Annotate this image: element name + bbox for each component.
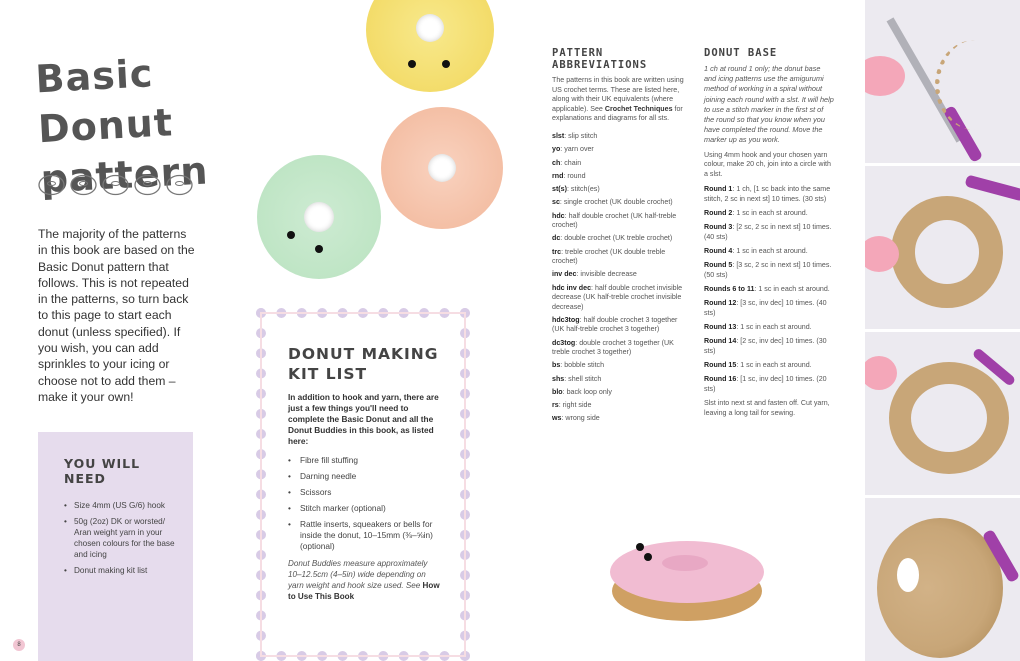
list-item: • Donut making kit list [64, 565, 179, 576]
round-item: Round 13: 1 sc in each st around. [704, 323, 812, 332]
step-photo-strip [865, 0, 1020, 661]
list-item: • Rattle inserts, squeakers or bells for inside the donut, 10–15mm (⅜–⅝in) (optional) [288, 519, 440, 552]
list-item: • Scissors [288, 487, 440, 498]
abbreviation-item: yo: yarn over [552, 145, 594, 154]
round-item: Rounds 6 to 11: 1 sc in each st around. [704, 285, 830, 294]
round-item: Round 1: 1 ch, [1 sc back into the same stitch, 2 sc in next st] 10 times. (30 sts) [704, 185, 831, 203]
abbreviation-item: sc: single crochet (UK double crochet) [552, 198, 673, 207]
you-will-need-box [38, 432, 193, 661]
how-to-use-link[interactable]: How to Use This Book [288, 581, 440, 601]
list-item: • Darning needle [288, 471, 440, 482]
step-photo-round [865, 166, 1020, 329]
donut-outline-icon [102, 174, 129, 196]
kit-list [288, 455, 440, 552]
round-item: Round 4: 1 sc in each st around. [704, 247, 808, 256]
donut-outline-icon [134, 174, 161, 196]
donut-base-outro: Slst into next st and fasten off. Cut yarn, leaving a long tail for sewing. [704, 399, 830, 417]
abbreviation-item: inv dec: invisible decrease [552, 270, 637, 279]
round-item: Round 16: [1 sc, inv dec] 10 times. (20 sts) [704, 375, 827, 393]
abbreviation-item: ws: wrong side [552, 414, 600, 423]
abbreviation-item: ch: chain [552, 158, 582, 167]
list-item: • Stitch marker (optional) [288, 503, 440, 514]
list-item: • Size 4mm (US G/6) hook [64, 500, 179, 511]
donut-base-title: DONUT BASE [704, 47, 778, 59]
list-item: • Fibre fill stuffing [288, 455, 440, 466]
donut-base-intro: Using 4mm hook and your chosen yarn colour, make 20 ch, join into a circle with a slst. [704, 150, 831, 178]
abbreviations-list [552, 132, 684, 424]
pink-iced-donut-photo [606, 535, 766, 625]
donut-outline-icon [166, 174, 193, 196]
round-item: Round 3: [2 sc, 2 sc in next st] 10 times. (40 sts) [704, 223, 832, 241]
kit-list-intro: In addition to hook and yarn, there are just a few things you'll need to complete the Basic Donut and all the Donut Buddies in this book, as listed here: [288, 392, 439, 446]
abbreviation-item: hdc: half double crochet (UK half-treble crochet) [552, 211, 677, 230]
abbreviation-item: dc3tog: double crochet 3 together (UK treble crochet 3 together) [552, 338, 674, 356]
peach-donut-photo [381, 107, 503, 229]
rounds-list [704, 185, 834, 394]
abbreviation-item: hdc3tog: half double crochet 3 together (UK half-treble crochet 3 together) [552, 315, 678, 334]
crochet-techniques-link[interactable]: Crochet Techniques [604, 104, 673, 113]
abbreviations-title: PATTERN ABBREVIATIONS [552, 47, 648, 71]
round-item: Round 14: [2 sc, inv dec] 10 times. (30 sts) [704, 337, 827, 355]
donut-base-note: 1 ch at round 1 only; the donut base and icing patterns use the amigurumi method of working in a spiral without joining each round with a slst. It will help to use a stitch marker in the first st of the round so that you know when you have completed the round. Move the marker up as you work. [704, 64, 834, 145]
step-photo-tube [865, 332, 1020, 495]
round-item: Round 5: [3 sc, 2 sc in next st] 10 times. (50 sts) [704, 261, 832, 279]
kit-list-title: DONUT MAKING KIT LIST [288, 345, 439, 383]
step-photo-closing [865, 498, 1020, 661]
kit-list-note: Donut Buddies measure approximately 10–12.5cm (4–5in) wide depending on yarn weight and hook size used. See How to Use This Book [288, 559, 440, 601]
round-item: Round 15: 1 sc in each st around. [704, 361, 812, 370]
abbreviation-item: trc: treble crochet (UK double treble crochet) [552, 247, 666, 266]
round-item: Round 2: 1 sc in each st around. [704, 209, 808, 218]
donut-outline-icon [38, 174, 65, 196]
abbreviation-item: blo: back loop only [552, 387, 612, 396]
abbreviations-section [552, 47, 684, 428]
abbreviation-item: rnd: round [552, 171, 586, 180]
list-item: • 50g (2oz) DK or worsted/ Aran weight yarn in your chosen colours for the base and icing [64, 516, 179, 560]
kit-list-box [256, 308, 470, 661]
donut-rating-icons [38, 174, 193, 196]
step-photo-chain [865, 0, 1020, 163]
abbreviation-item: hdc inv dec: half double crochet invisible decrease (UK half-treble crochet invisible decrease) [552, 283, 683, 311]
intro-paragraph: The majority of the patterns in this book are based on the Basic Donut pattern that follows. This is not repeated in the patterns, so turn back to this page to start each donut (unless specified). If you wish, you can add sprinkles to your icing or choose not to add them – make it your own! [38, 227, 195, 404]
abbreviation-item: rs: right side [552, 401, 592, 410]
page-number: 8 [13, 639, 25, 651]
mint-donut-photo [257, 155, 381, 279]
abbreviation-item: bs: bobble stitch [552, 361, 605, 370]
abbreviation-item: st(s): stitch(es) [552, 185, 600, 194]
you-will-need-list [64, 500, 179, 576]
abbreviation-item: slst: slip stitch [552, 131, 598, 140]
page-title: Basic Donut pattern [34, 51, 210, 202]
you-will-need-title: YOU WILL NEED [64, 456, 141, 486]
abbreviation-item: shs: shell stitch [552, 374, 602, 383]
round-item: Round 12: [3 sc, inv dec] 10 times. (40 sts) [704, 299, 827, 317]
abbreviation-item: dc: double crochet (UK treble crochet) [552, 234, 673, 243]
donut-base-section [704, 47, 834, 424]
yellow-donut-photo [366, 0, 494, 92]
abbreviations-intro: The patterns in this book are written using US crochet terms. These are listed here, along with their UK equivalents (where applicable). See Crochet Techniques for explanations and diagrams for all sts. [552, 76, 684, 123]
donut-outline-icon [70, 174, 97, 196]
